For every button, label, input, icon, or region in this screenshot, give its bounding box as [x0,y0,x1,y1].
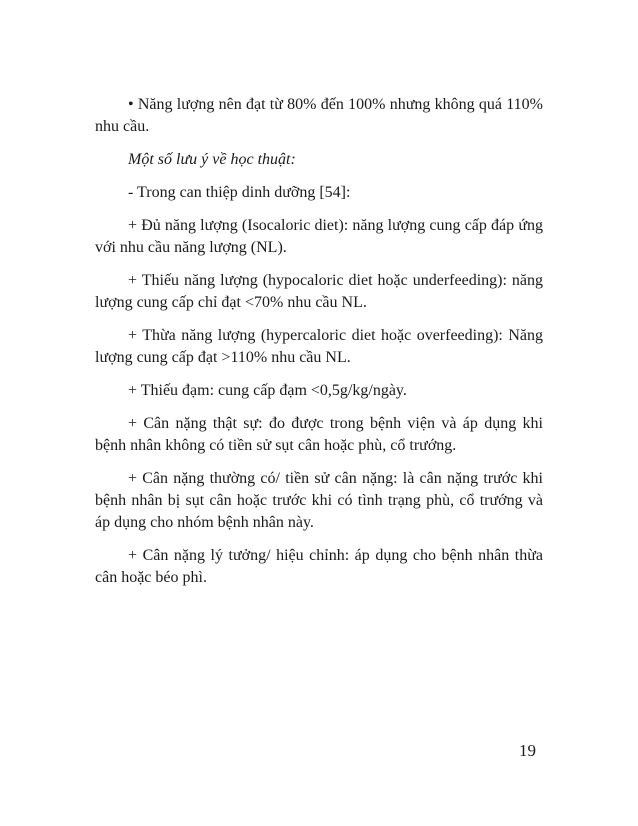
usual-weight-paragraph: + Cân nặng thường có/ tiền sử cân nặng: là cân nặng trước khi bệnh nhân bị sụt cân hoặc trước khi có tình trạng phù, cổ trướng và áp dụng cho nhóm bệnh nhân này. [95,470,543,531]
hypercaloric-paragraph: + Thừa năng lượng (hypercaloric diet hoặc overfeeding): Năng lượng cung cấp đạt >110% nhu cầu NL. [95,327,543,366]
actual-weight-paragraph: + Cân nặng thật sự: đo được trong bệnh viện và áp dụng khi bệnh nhân không có tiền sử sụt cân hoặc phù, cổ trướng. [95,415,543,454]
protein-deficiency-paragraph: + Thiếu đạm: cung cấp đạm <0,5g/kg/ngày. [128,382,407,399]
page-body [95,94,543,600]
nutrition-intervention-heading: - Trong can thiệp dinh dưỡng [54]: [128,184,351,201]
ideal-weight-paragraph: + Cân nặng lý tưởng/ hiệu chỉnh: áp dụng cho bệnh nhân thừa cân hoặc béo phì. [95,547,543,586]
academic-notes-heading: Một số lưu ý về học thuật: [128,151,296,168]
hypocaloric-paragraph: + Thiếu năng lượng (hypocaloric diet hoặc underfeeding): năng lượng cung cấp chỉ đạt <70% nhu cầu NL. [95,272,543,311]
energy-target-paragraph: • Năng lượng nên đạt từ 80% đến 100% nhưng không quá 110% nhu cầu. [95,96,543,135]
isocaloric-paragraph: + Đủ năng lượng (Isocaloric diet): năng lượng cung cấp đáp ứng với nhu cầu năng lượng (NL). [95,217,543,256]
page-number: 19 [519,741,536,760]
